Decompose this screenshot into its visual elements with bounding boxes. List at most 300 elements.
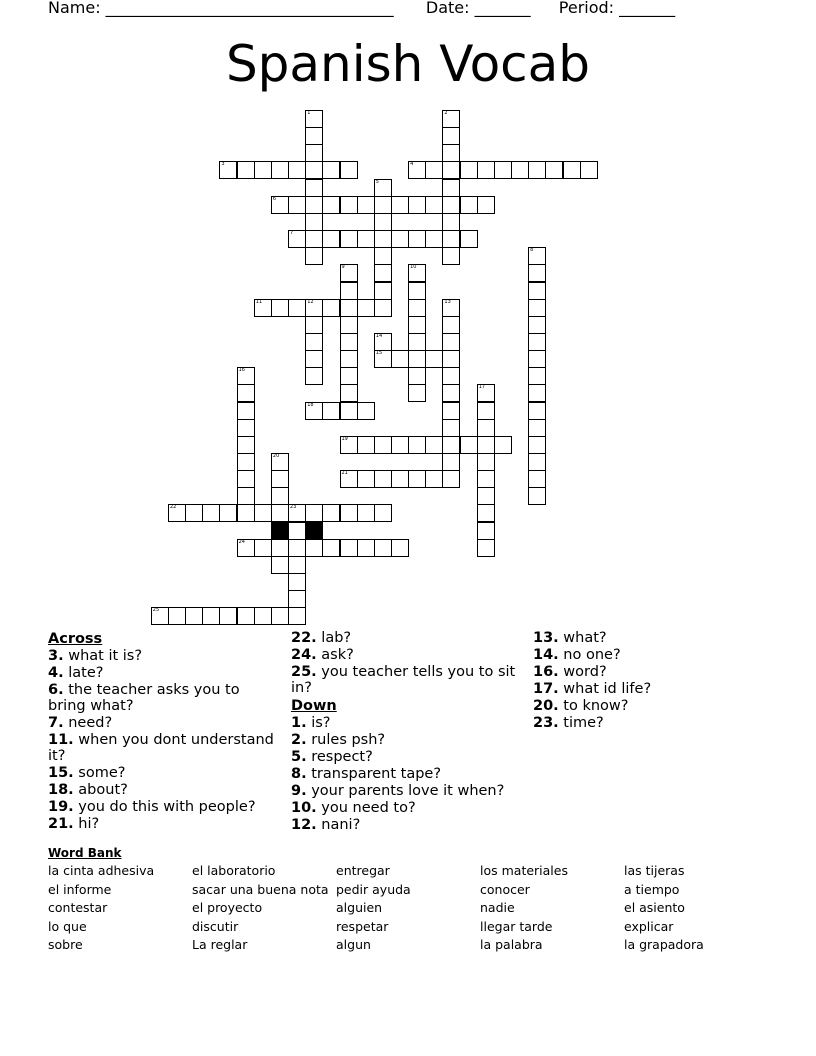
clue-number: 10 (410, 264, 417, 271)
crossword-cell[interactable] (288, 230, 306, 248)
crossword-cell[interactable] (408, 196, 426, 214)
crossword-cell[interactable] (442, 247, 460, 265)
clue-text: what id life? (558, 681, 652, 697)
word-bank-item: pedir ayuda (336, 881, 411, 897)
down-heading: Down (291, 698, 337, 714)
word-bank-item: el informe (48, 881, 112, 897)
crossword-cell[interactable] (528, 264, 546, 282)
crossword-cell[interactable] (305, 316, 323, 334)
crossword-cell[interactable] (528, 384, 546, 402)
word-bank-item: algun (336, 937, 371, 953)
crossword-cell[interactable] (442, 384, 460, 402)
clue-text: you do this with people? (73, 799, 256, 815)
crossword-cell[interactable] (340, 299, 358, 317)
crossword-cell[interactable] (477, 487, 495, 505)
clue-number: 18. (48, 782, 74, 798)
clue-number: 25. (291, 664, 317, 680)
down-clue-list-continued (533, 630, 763, 731)
across-clue (48, 799, 278, 815)
crossword-cell[interactable] (305, 350, 323, 368)
crossword-cell[interactable] (305, 367, 323, 385)
clue-text: nani? (316, 817, 361, 833)
across-clue-list-continued (291, 630, 521, 696)
crossword-cell[interactable] (442, 144, 460, 162)
clue-number: 23 (290, 504, 297, 511)
crossword-cell[interactable] (477, 522, 495, 540)
crossword-cell[interactable] (442, 453, 460, 471)
word-bank-item: discutir (192, 918, 239, 934)
clue-number: 4 (410, 161, 414, 168)
clue-number: 19. (48, 799, 74, 815)
crossword-cell[interactable] (408, 384, 426, 402)
crossword-cell[interactable] (528, 333, 546, 351)
crossword-cell[interactable] (357, 470, 375, 488)
crossword-cell[interactable] (391, 470, 409, 488)
crossword-cell[interactable] (305, 144, 323, 162)
crossword-cell[interactable] (340, 402, 358, 420)
clue-number: 20. (533, 698, 559, 714)
crossword-cell[interactable] (219, 504, 237, 522)
clue-number: 15 (375, 350, 383, 357)
crossword-cell[interactable] (305, 110, 323, 128)
word-bank-item: La reglar (192, 937, 248, 953)
crossword-cell[interactable] (357, 402, 375, 420)
crossword-cell[interactable] (442, 333, 460, 351)
crossword-cell[interactable] (288, 607, 306, 625)
across-clue (291, 664, 521, 696)
crossword-cell[interactable] (288, 504, 306, 522)
crossword-cell[interactable] (288, 196, 306, 214)
across-clue (48, 816, 278, 832)
word-bank-item: el laboratorio (192, 863, 276, 878)
crossword-cell[interactable] (374, 179, 392, 197)
across-clue-list (48, 648, 278, 832)
crossword-cell[interactable] (271, 556, 289, 574)
crossword-cell[interactable] (340, 539, 358, 557)
clue-text: you need to? (316, 800, 416, 816)
crossword-cell[interactable] (288, 522, 306, 540)
clue-column-1 (48, 630, 278, 833)
crossword-cell[interactable] (460, 161, 478, 179)
crossword-cell[interactable] (528, 367, 546, 385)
word-bank-item: alguien (336, 900, 383, 916)
crossword-cell[interactable] (477, 419, 495, 437)
clue-number: 14. (533, 647, 559, 663)
crossword-cell[interactable] (374, 196, 392, 214)
across-clue (291, 647, 521, 663)
down-clue (533, 630, 763, 646)
crossword-cell[interactable] (374, 470, 392, 488)
word-bank (48, 844, 768, 955)
clue-text: is? (306, 715, 331, 731)
down-clue (533, 647, 763, 663)
clue-number: 12. (291, 817, 317, 833)
clue-number: 8. (291, 766, 307, 782)
crossword-cell[interactable] (305, 402, 323, 420)
down-clue (291, 817, 521, 833)
crossword-cell[interactable] (391, 350, 409, 368)
crossword-cell[interactable] (374, 247, 392, 265)
crossword-cell[interactable] (288, 590, 306, 608)
down-clue (533, 664, 763, 680)
crossword-cell[interactable] (340, 316, 358, 334)
crossword-cell[interactable] (237, 607, 255, 625)
crossword-cell[interactable] (580, 161, 598, 179)
crossword-cell[interactable] (288, 556, 306, 574)
clue-number: 3 (221, 161, 225, 168)
word-bank-item: nadie (480, 900, 515, 916)
word-bank-item: la cinta adhesiva (48, 863, 155, 878)
crossword-cell[interactable] (477, 161, 495, 179)
across-clue (48, 715, 278, 731)
clue-text: you teacher tells you to sit in? (291, 664, 516, 696)
clue-number: 13 (444, 298, 451, 305)
crossword-cell[interactable] (477, 453, 495, 471)
crossword-cell[interactable] (494, 161, 512, 179)
clue-number: 11 (255, 298, 263, 305)
clue-text: ask? (316, 647, 354, 663)
crossword-cell[interactable] (305, 299, 323, 317)
crossword-cell[interactable] (322, 504, 340, 522)
crossword-cell[interactable] (288, 539, 306, 557)
word-bank-item: entregar (336, 863, 390, 878)
crossword-cell[interactable] (237, 161, 255, 179)
crossword-cell[interactable] (254, 607, 272, 625)
crossword-cell[interactable] (271, 539, 289, 557)
crossword-cell[interactable] (305, 333, 323, 351)
crossword-cell[interactable] (442, 419, 460, 437)
crossword-cell[interactable] (305, 213, 323, 231)
crossword-cell[interactable] (340, 384, 358, 402)
clue-number: 19 (341, 435, 348, 442)
crossword-cell[interactable] (374, 264, 392, 282)
crossword-cell[interactable] (425, 161, 443, 179)
crossword-cell[interactable] (322, 230, 340, 248)
crossword-cell[interactable] (528, 350, 546, 368)
crossword-cell[interactable] (442, 470, 460, 488)
crossword-cell[interactable] (322, 299, 340, 317)
crossword-cell[interactable] (442, 299, 460, 317)
crossword-cell[interactable] (237, 367, 255, 385)
crossword-cell[interactable] (528, 247, 546, 265)
crossword-cell[interactable] (408, 264, 426, 282)
clue-text: word? (558, 664, 607, 680)
crossword-cell[interactable] (477, 384, 495, 402)
crossword-cell[interactable] (442, 161, 460, 179)
clue-text: need? (63, 715, 113, 731)
crossword-cell[interactable] (340, 367, 358, 385)
crossword-cell[interactable] (305, 127, 323, 145)
word-bank-item: el asiento (624, 900, 685, 916)
clue-number: 1 (307, 110, 311, 116)
crossword-cell[interactable] (357, 230, 375, 248)
word-bank-item: explicar (624, 918, 674, 934)
crossword-cell[interactable] (271, 504, 289, 522)
crossword-cell[interactable] (305, 247, 323, 265)
clue-number: 18 (307, 401, 314, 408)
crossword-cell[interactable] (391, 196, 409, 214)
crossword-cell[interactable] (322, 196, 340, 214)
crossword-cell[interactable] (408, 230, 426, 248)
crossword-cell[interactable] (408, 299, 426, 317)
crossword-cell[interactable] (528, 402, 546, 420)
crossword-cell[interactable] (305, 539, 323, 557)
crossword-cell[interactable] (408, 436, 426, 454)
crossword-cell[interactable] (340, 504, 358, 522)
page-title: Spanish Vocab (225, 35, 591, 93)
crossword-cell[interactable] (374, 333, 392, 351)
word-bank-item: la grapadora (624, 937, 704, 953)
crossword-cell[interactable] (288, 161, 306, 179)
clue-number: 5. (291, 749, 307, 765)
crossword-cell[interactable] (168, 504, 186, 522)
crossword-cell[interactable] (477, 436, 495, 454)
clue-text: about? (73, 782, 128, 798)
clue-number: 24 (238, 538, 245, 545)
clue-number: 9 (341, 264, 345, 271)
crossword-cell[interactable] (408, 350, 426, 368)
crossword-cell[interactable] (545, 161, 563, 179)
word-bank-grid (48, 862, 768, 955)
crossword-cell[interactable] (442, 316, 460, 334)
crossword-cell[interactable] (528, 487, 546, 505)
crossword-cell[interactable] (305, 161, 323, 179)
crossword-cell[interactable] (563, 161, 581, 179)
clue-number: 24. (291, 647, 317, 663)
crossword-cell[interactable] (408, 316, 426, 334)
crossword-cell[interactable] (237, 436, 255, 454)
clue-number: 6. (48, 682, 64, 698)
word-bank-item: a tiempo (624, 881, 680, 897)
crossword-cell[interactable] (391, 230, 409, 248)
crossword-cell[interactable] (442, 179, 460, 197)
crossword-cell[interactable] (340, 230, 358, 248)
down-clue (291, 800, 521, 816)
date-field-label: Date: _______ (425, 0, 531, 17)
crossword-cell[interactable] (340, 282, 358, 300)
crossword-cell[interactable] (425, 196, 443, 214)
crossword-cell[interactable] (288, 573, 306, 591)
crossword-cell[interactable] (425, 470, 443, 488)
crossword-block (305, 522, 323, 540)
crossword-cell[interactable] (442, 436, 460, 454)
crossword-cell[interactable] (340, 436, 358, 454)
crossword-cell[interactable] (511, 161, 529, 179)
across-clue (48, 732, 278, 764)
crossword-cell[interactable] (391, 539, 409, 557)
clue-number: 21 (341, 470, 348, 477)
across-clue (48, 682, 278, 714)
crossword-cell[interactable] (442, 402, 460, 420)
crossword-cell[interactable] (254, 539, 272, 557)
crossword-cell[interactable] (254, 504, 272, 522)
crossword-cell[interactable] (357, 196, 375, 214)
crossword-cell[interactable] (271, 299, 289, 317)
crossword-cell[interactable] (151, 607, 169, 625)
clue-text: transparent tape? (306, 766, 442, 782)
crossword-cell[interactable] (271, 607, 289, 625)
crossword-cell[interactable] (374, 282, 392, 300)
down-clue (533, 715, 763, 731)
crossword-cell[interactable] (528, 299, 546, 317)
clue-number: 25 (152, 607, 160, 614)
crossword-cell[interactable] (460, 230, 478, 248)
crossword-cell[interactable] (442, 367, 460, 385)
crossword-cell[interactable] (237, 539, 255, 557)
crossword-cell[interactable] (237, 402, 255, 420)
crossword-cell[interactable] (374, 230, 392, 248)
crossword-cell[interactable] (408, 161, 426, 179)
crossword-cell[interactable] (340, 161, 358, 179)
crossword-cell[interactable] (374, 299, 392, 317)
crossword-cell[interactable] (357, 436, 375, 454)
clue-text: late? (63, 665, 104, 681)
clue-number: 2 (444, 110, 448, 116)
crossword-cell[interactable] (374, 539, 392, 557)
clue-number: 17 (478, 384, 486, 391)
crossword-cell[interactable] (528, 161, 546, 179)
clue-number: 7. (48, 715, 64, 731)
clue-text: what it is? (63, 648, 143, 664)
across-clue (48, 648, 278, 664)
crossword-cell[interactable] (305, 504, 323, 522)
crossword-cell[interactable] (237, 487, 255, 505)
down-clue (291, 766, 521, 782)
word-bank-item: respetar (336, 918, 389, 934)
crossword-cell[interactable] (442, 127, 460, 145)
crossword-cell[interactable] (237, 504, 255, 522)
clues-section (48, 630, 778, 842)
crossword-cell[interactable] (528, 436, 546, 454)
clue-text: time? (558, 715, 604, 731)
crossword-cell[interactable] (340, 333, 358, 351)
down-clue (533, 681, 763, 697)
crossword-cell[interactable] (322, 161, 340, 179)
crossword-cell[interactable] (477, 402, 495, 420)
crossword-cell[interactable] (271, 470, 289, 488)
crossword-cell[interactable] (477, 504, 495, 522)
word-bank-item: sacar una buena nota (192, 881, 329, 897)
crossword-cell[interactable] (322, 402, 340, 420)
crossword-cell[interactable] (374, 436, 392, 454)
crossword-cell[interactable] (528, 282, 546, 300)
crossword-cell[interactable] (271, 196, 289, 214)
clue-number: 9. (291, 783, 307, 799)
crossword-cell[interactable] (357, 504, 375, 522)
across-clue (48, 665, 278, 681)
crossword-cell[interactable] (408, 470, 426, 488)
crossword-cell[interactable] (340, 196, 358, 214)
crossword-cell[interactable] (374, 213, 392, 231)
crossword-cell[interactable] (425, 436, 443, 454)
clue-number: 3. (48, 648, 64, 664)
crossword-cell[interactable] (442, 230, 460, 248)
crossword-cell[interactable] (185, 504, 203, 522)
crossword-cell[interactable] (442, 196, 460, 214)
down-clue (533, 698, 763, 714)
crossword-cell[interactable] (460, 196, 478, 214)
clue-number: 1. (291, 715, 307, 731)
crossword-cell[interactable] (185, 607, 203, 625)
crossword-cell[interactable] (528, 419, 546, 437)
crossword-cell[interactable] (477, 196, 495, 214)
crossword-cell[interactable] (271, 161, 289, 179)
crossword-cell[interactable] (168, 607, 186, 625)
crossword-cell[interactable] (219, 161, 237, 179)
crossword-cell[interactable] (374, 350, 392, 368)
crossword-cell[interactable] (408, 333, 426, 351)
crossword-cell[interactable] (340, 470, 358, 488)
crossword-cell[interactable] (460, 436, 478, 454)
crossword-cell[interactable] (305, 230, 323, 248)
crossword-cell[interactable] (477, 470, 495, 488)
clue-number: 20 (272, 453, 280, 459)
crossword-cell[interactable] (528, 453, 546, 471)
crossword-cell[interactable] (322, 539, 340, 557)
crossword-cell[interactable] (408, 282, 426, 300)
crossword-cell[interactable] (528, 470, 546, 488)
across-clue (48, 782, 278, 798)
period-field-label: Period: _______ (558, 0, 676, 17)
crossword-cell[interactable] (442, 110, 460, 128)
clue-column-2 (291, 630, 521, 834)
crossword-cell[interactable] (340, 264, 358, 282)
crossword-cell[interactable] (408, 367, 426, 385)
crossword-cell[interactable] (391, 436, 409, 454)
crossword-cell[interactable] (271, 487, 289, 505)
across-heading: Across (48, 631, 103, 647)
clue-number: 7 (290, 230, 294, 236)
clue-number: 5 (375, 178, 379, 185)
crossword-cell[interactable] (237, 419, 255, 437)
crossword-cell[interactable] (477, 539, 495, 557)
crossword-cell[interactable] (374, 504, 392, 522)
across-clue (291, 630, 521, 646)
crossword-cell[interactable] (288, 299, 306, 317)
crossword-cell[interactable] (237, 384, 255, 402)
clue-text: what? (558, 630, 607, 646)
crossword-cell[interactable] (202, 504, 220, 522)
crossword-cell[interactable] (357, 299, 375, 317)
crossword-cell[interactable] (219, 607, 237, 625)
crossword-cell[interactable] (528, 316, 546, 334)
clue-number: 21. (48, 816, 74, 832)
crossword-cell[interactable] (254, 161, 272, 179)
clue-text: respect? (306, 749, 373, 765)
crossword-cell[interactable] (271, 453, 289, 471)
word-bank-item: sobre (48, 937, 83, 953)
crossword-cell[interactable] (357, 539, 375, 557)
crossword-cell[interactable] (425, 230, 443, 248)
crossword-cell[interactable] (340, 350, 358, 368)
crossword-cell[interactable] (494, 436, 512, 454)
crossword-cell[interactable] (442, 213, 460, 231)
word-bank-item: contestar (48, 900, 108, 916)
crossword-cell[interactable] (425, 350, 443, 368)
crossword-cell[interactable] (237, 470, 255, 488)
crossword-cell[interactable] (305, 179, 323, 197)
crossword-cell[interactable] (237, 453, 255, 471)
crossword-cell[interactable] (202, 607, 220, 625)
clue-number: 2. (291, 732, 307, 748)
clue-number: 14 (375, 332, 383, 339)
crossword-cell[interactable] (442, 350, 460, 368)
across-clue (48, 765, 278, 781)
crossword-cell[interactable] (254, 299, 272, 317)
word-bank-item: los materiales (480, 863, 568, 878)
crossword-cell[interactable] (305, 196, 323, 214)
clue-number: 22 (170, 504, 177, 511)
